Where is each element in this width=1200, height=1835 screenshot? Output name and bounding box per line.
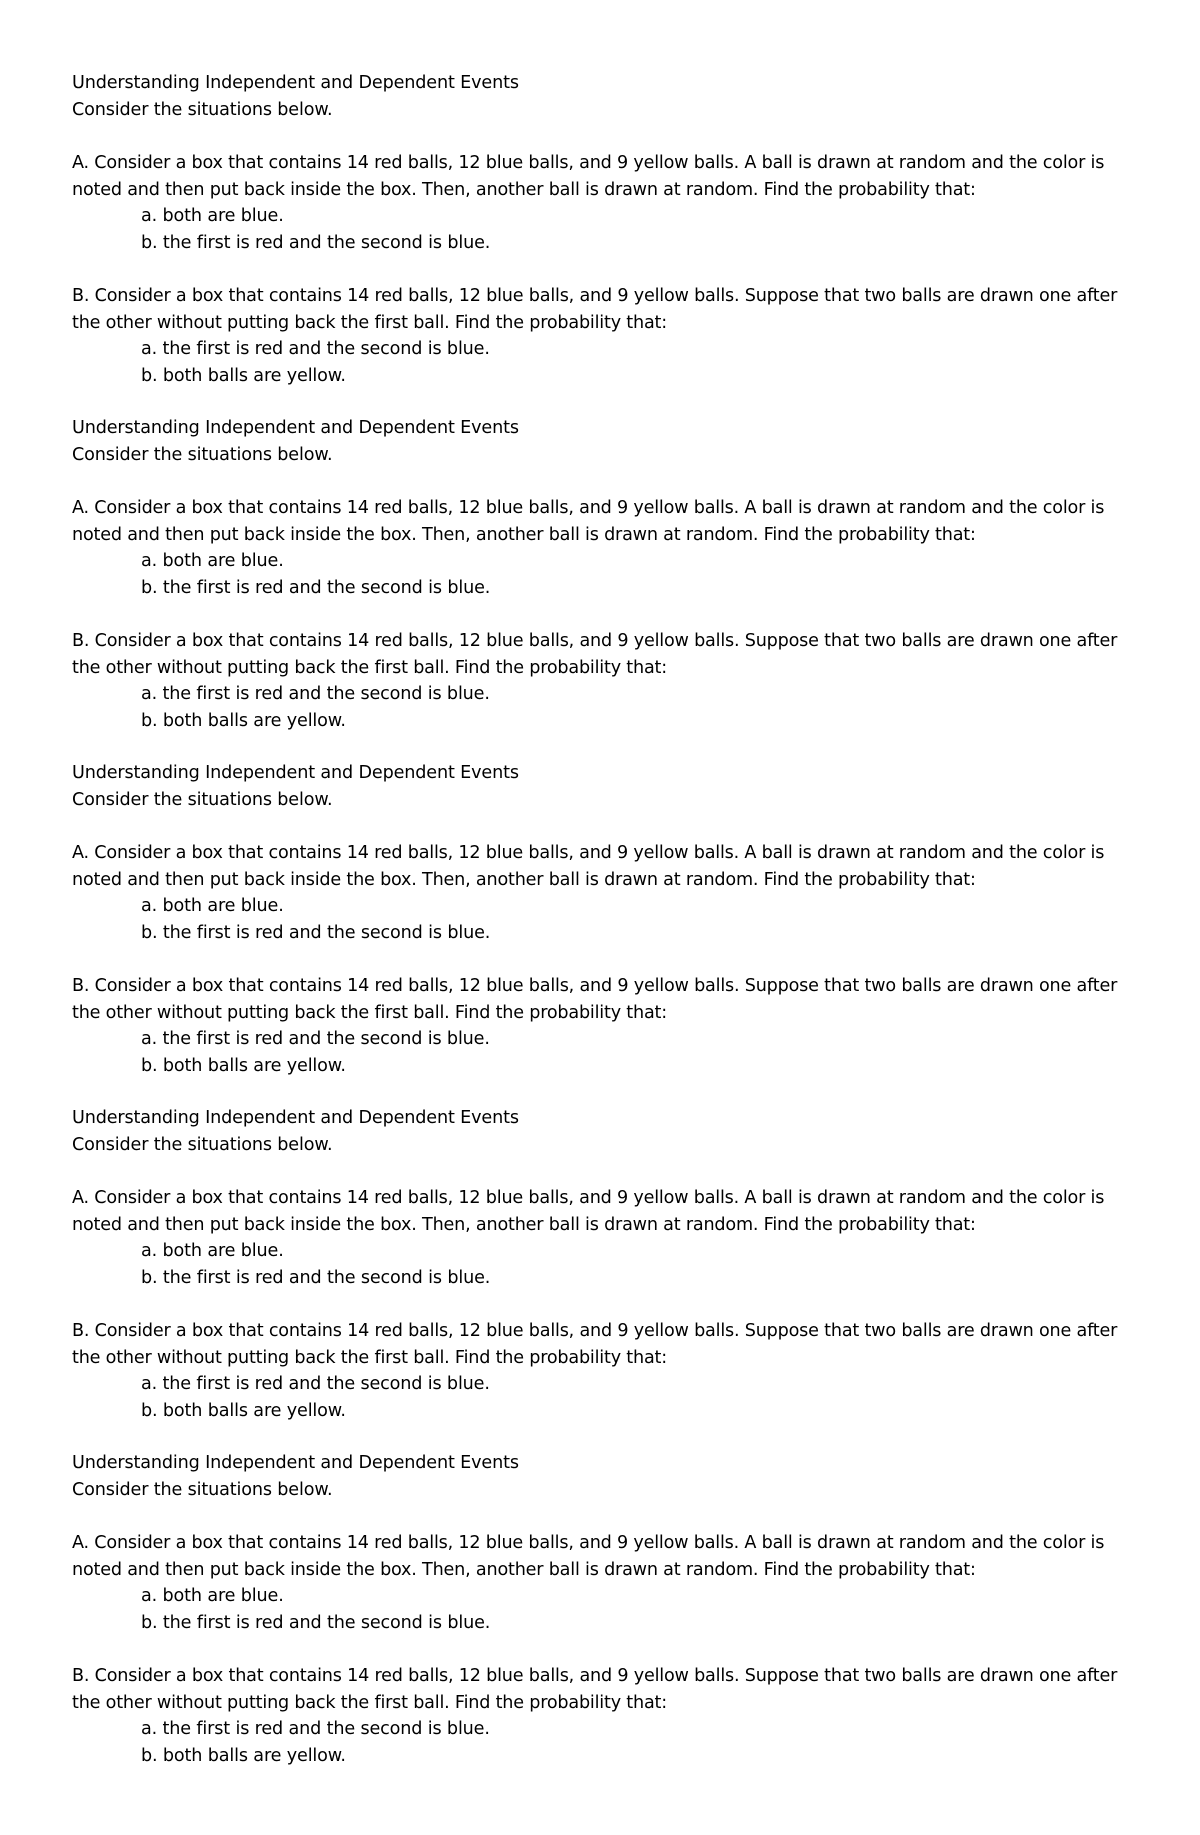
problem-a-item-a: a. both are blue. bbox=[141, 206, 284, 226]
problem-b-item-a: a. the first is red and the second is blue. bbox=[141, 1719, 490, 1739]
problem-a-item-b: b. the first is red and the second is blue. bbox=[141, 232, 491, 253]
worksheet-block-3 bbox=[72, 760, 1120, 1079]
problem-b-item-b: b. both balls are yellow. bbox=[141, 710, 346, 731]
block-title: Understanding Independent and Dependent Events bbox=[72, 418, 519, 438]
worksheet-block-1 bbox=[72, 70, 1120, 389]
block-intro: Consider the situations below. bbox=[72, 1479, 333, 1500]
problem-a-item-a: a. both are blue. bbox=[141, 896, 284, 916]
problem-a bbox=[72, 840, 1120, 946]
problem-b-text: B. Consider a box that contains 14 red balls, 12 blue balls, and 9 yellow balls. Suppose that two balls are drawn one after the other without putting back the first ball. Find the probability that: bbox=[72, 1666, 1118, 1713]
worksheet-block-2 bbox=[72, 415, 1120, 734]
block-intro: Consider the situations below. bbox=[72, 99, 333, 120]
problem-b-item-b: b. both balls are yellow. bbox=[141, 365, 346, 386]
problem-a-text: A. Consider a box that contains 14 red balls, 12 blue balls, and 9 yellow balls. A ball is drawn at random and the color is noted and then put back inside the box. Then, another ball is drawn at random. Find the probability that: bbox=[72, 843, 1105, 890]
problem-a-item-b: b. the first is red and the second is blue. bbox=[141, 1612, 491, 1633]
problem-b bbox=[72, 973, 1120, 1079]
block-intro: Consider the situations below. bbox=[72, 1134, 333, 1155]
problem-b-text: B. Consider a box that contains 14 red balls, 12 blue balls, and 9 yellow balls. Suppose that two balls are drawn one after the other without putting back the first ball. Find the probability that: bbox=[72, 1321, 1118, 1368]
problem-a-text: A. Consider a box that contains 14 red balls, 12 blue balls, and 9 yellow balls. A ball is drawn at random and the color is noted and then put back inside the box. Then, another ball is drawn at random. Find the probability that: bbox=[72, 1533, 1105, 1580]
problem-a bbox=[72, 150, 1120, 256]
block-title: Understanding Independent and Dependent Events bbox=[72, 73, 519, 93]
problem-b-item-a: a. the first is red and the second is blue. bbox=[141, 339, 490, 359]
problem-b-item-a: a. the first is red and the second is blue. bbox=[141, 1374, 490, 1394]
problem-a-item-b: b. the first is red and the second is blue. bbox=[141, 922, 491, 943]
problem-a-item-a: a. both are blue. bbox=[141, 1241, 284, 1261]
worksheet-block-5 bbox=[72, 1450, 1120, 1769]
block-title: Understanding Independent and Dependent Events bbox=[72, 1453, 519, 1473]
problem-b-item-b: b. both balls are yellow. bbox=[141, 1055, 346, 1076]
worksheet-block-4 bbox=[72, 1105, 1120, 1424]
block-title: Understanding Independent and Dependent Events bbox=[72, 763, 519, 783]
problem-b-text: B. Consider a box that contains 14 red balls, 12 blue balls, and 9 yellow balls. Suppose that two balls are drawn one after the other without putting back the first ball. Find the probability that: bbox=[72, 631, 1118, 678]
problem-b-text: B. Consider a box that contains 14 red balls, 12 blue balls, and 9 yellow balls. Suppose that two balls are drawn one after the other without putting back the first ball. Find the probability that: bbox=[72, 976, 1118, 1023]
block-intro: Consider the situations below. bbox=[72, 444, 333, 465]
problem-b-item-b: b. both balls are yellow. bbox=[141, 1745, 346, 1766]
block-intro: Consider the situations below. bbox=[72, 789, 333, 810]
problem-b bbox=[72, 1318, 1120, 1424]
problem-a-item-a: a. both are blue. bbox=[141, 1586, 284, 1606]
problem-b bbox=[72, 1663, 1120, 1769]
problem-a-item-b: b. the first is red and the second is blue. bbox=[141, 577, 491, 598]
problem-b-item-a: a. the first is red and the second is blue. bbox=[141, 684, 490, 704]
problem-a bbox=[72, 1185, 1120, 1291]
problem-b-text: B. Consider a box that contains 14 red balls, 12 blue balls, and 9 yellow balls. Suppose that two balls are drawn one after the other without putting back the first ball. Find the probability that: bbox=[72, 286, 1118, 333]
problem-a bbox=[72, 495, 1120, 601]
problem-a-text: A. Consider a box that contains 14 red balls, 12 blue balls, and 9 yellow balls. A ball is drawn at random and the color is noted and then put back inside the box. Then, another ball is drawn at random. Find the probability that: bbox=[72, 1188, 1105, 1235]
block-title: Understanding Independent and Dependent Events bbox=[72, 1108, 519, 1128]
problem-a-text: A. Consider a box that contains 14 red balls, 12 blue balls, and 9 yellow balls. A ball is drawn at random and the color is noted and then put back inside the box. Then, another ball is drawn at random. Find the probability that: bbox=[72, 153, 1105, 200]
problem-a-item-b: b. the first is red and the second is blue. bbox=[141, 1267, 491, 1288]
problem-b-item-b: b. both balls are yellow. bbox=[141, 1400, 346, 1421]
problem-a-item-a: a. both are blue. bbox=[141, 551, 284, 571]
problem-b-item-a: a. the first is red and the second is blue. bbox=[141, 1029, 490, 1049]
problem-a bbox=[72, 1530, 1120, 1636]
problem-b bbox=[72, 283, 1120, 389]
problem-b bbox=[72, 628, 1120, 734]
problem-a-text: A. Consider a box that contains 14 red balls, 12 blue balls, and 9 yellow balls. A ball is drawn at random and the color is noted and then put back inside the box. Then, another ball is drawn at random. Find the probability that: bbox=[72, 498, 1105, 545]
